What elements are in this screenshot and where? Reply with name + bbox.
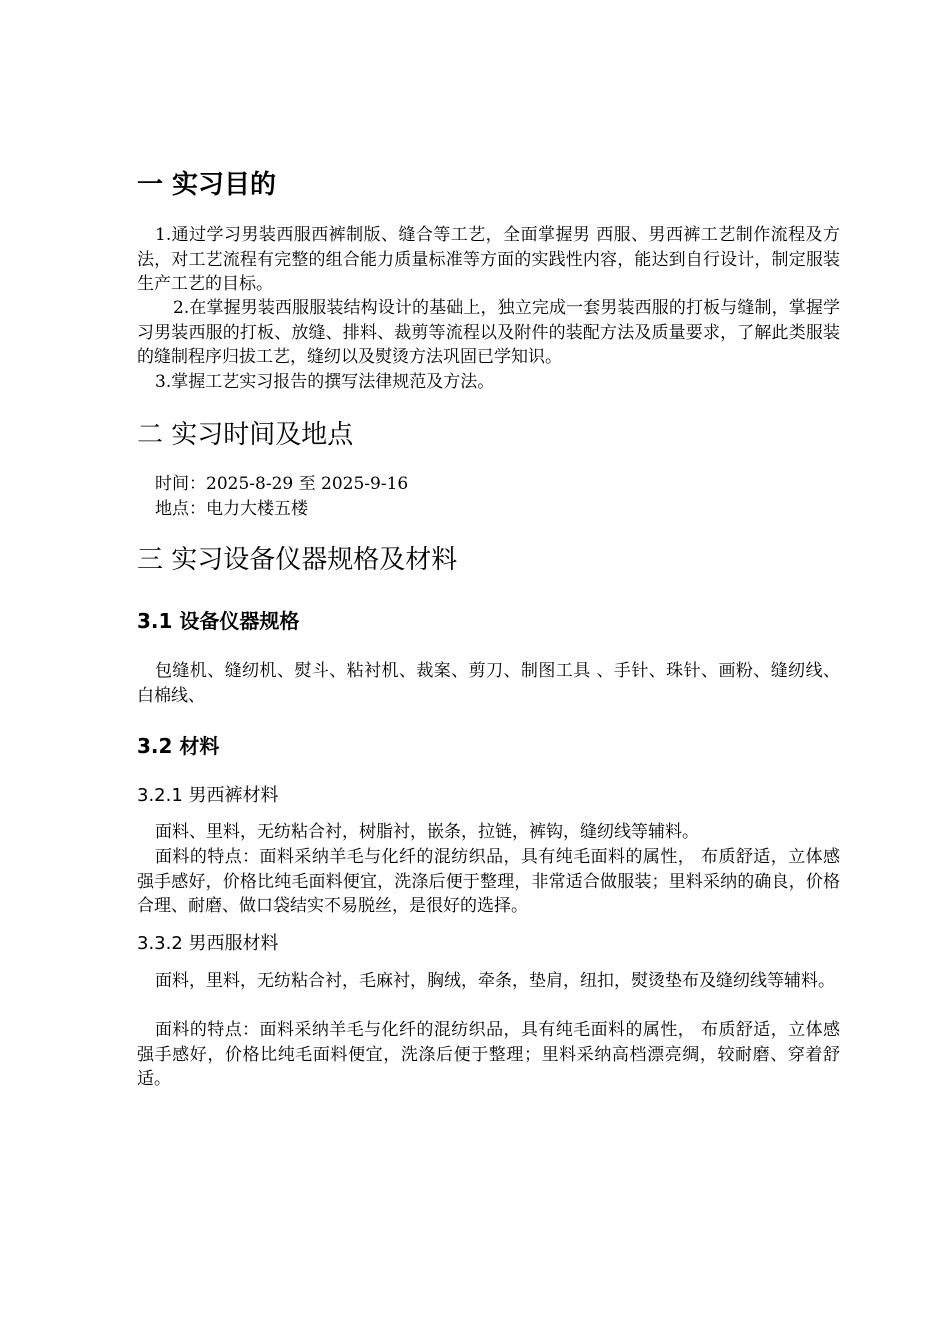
subsection-3-1-heading: 3.1 设备仪器规格	[137, 609, 300, 633]
section-1-heading: 一 实习目的	[137, 170, 277, 200]
suit-materials-text: 面料，里料，无纺粘合衬，毛麻衬，胸绒，牵条，垫肩，纽扣，熨烫垫布及缝纫线等辅料。	[155, 971, 835, 991]
time-line: 时间：2025-8-29 至 2025-9-16	[155, 474, 409, 494]
trousers-materials-text: 面料、里料，无纺粘合衬，树脂衬，嵌条，拉链，裤钩，缝纫线等辅料。	[155, 822, 699, 842]
purpose-item-3: 3.掌握工艺实习报告的撰写法律规范及方法。	[155, 372, 495, 392]
section-2-heading: 二 实习时间及地点	[137, 420, 354, 450]
trousers-materials-heading: 3.2.1 男西裤材料	[137, 785, 279, 806]
place-line: 地点：电力大楼五楼	[155, 499, 308, 519]
equipment-list: 包缝机、缝纫机、熨斗、粘衬机、裁案、剪刀、制图工具 、手针、珠针、画粉、缝纫线、白棉线、	[137, 661, 840, 706]
subsection-3-2-heading: 3.2 材料	[137, 734, 220, 758]
purpose-item-2: 2.在掌握男装西服服装结构设计的基础上，独立完成一套男装西服的打板与缝制，掌握学习男装西服的打板、放缝、排料、裁剪等流程以及附件的装配方法及质量要求，了解此类服装的缝制程序归拔工艺，缝纫以及熨烫方法巩固已学知识。	[137, 298, 840, 367]
suit-materials-heading: 3.3.2 男西服材料	[137, 933, 279, 954]
trousers-features-text: 面料的特点：面料采纳羊毛与化纤的混纺织品，具有纯毛面料的属性， 布质舒适，立体感强手感好，价格比纯毛面料便宜，洗涤后便于整理，非常适合做服装；里料采纳的确良，价格合理、耐磨、做口袋结实不易脱丝，是很好的选择。	[137, 847, 840, 916]
purpose-item-1: 1.通过学习男装西服西裤制版、缝合等工艺，全面掌握男 西服、男西裤工艺制作流程及方法，对工艺流程有完整的组合能力质量标准等方面的实践性内容，能达到自行设计，制定服装生产工艺的目标。	[137, 225, 840, 294]
suit-features-text: 面料的特点：面料采纳羊毛与化纤的混纺织品，具有纯毛面料的属性， 布质舒适，立体感强手感好，价格比纯毛面料便宜，洗涤后便于整理；里料采纳高档漂亮绸，较耐磨、穿着舒适。	[137, 1020, 840, 1089]
section-3-heading: 三 实习设备仪器规格及材料	[137, 545, 458, 575]
